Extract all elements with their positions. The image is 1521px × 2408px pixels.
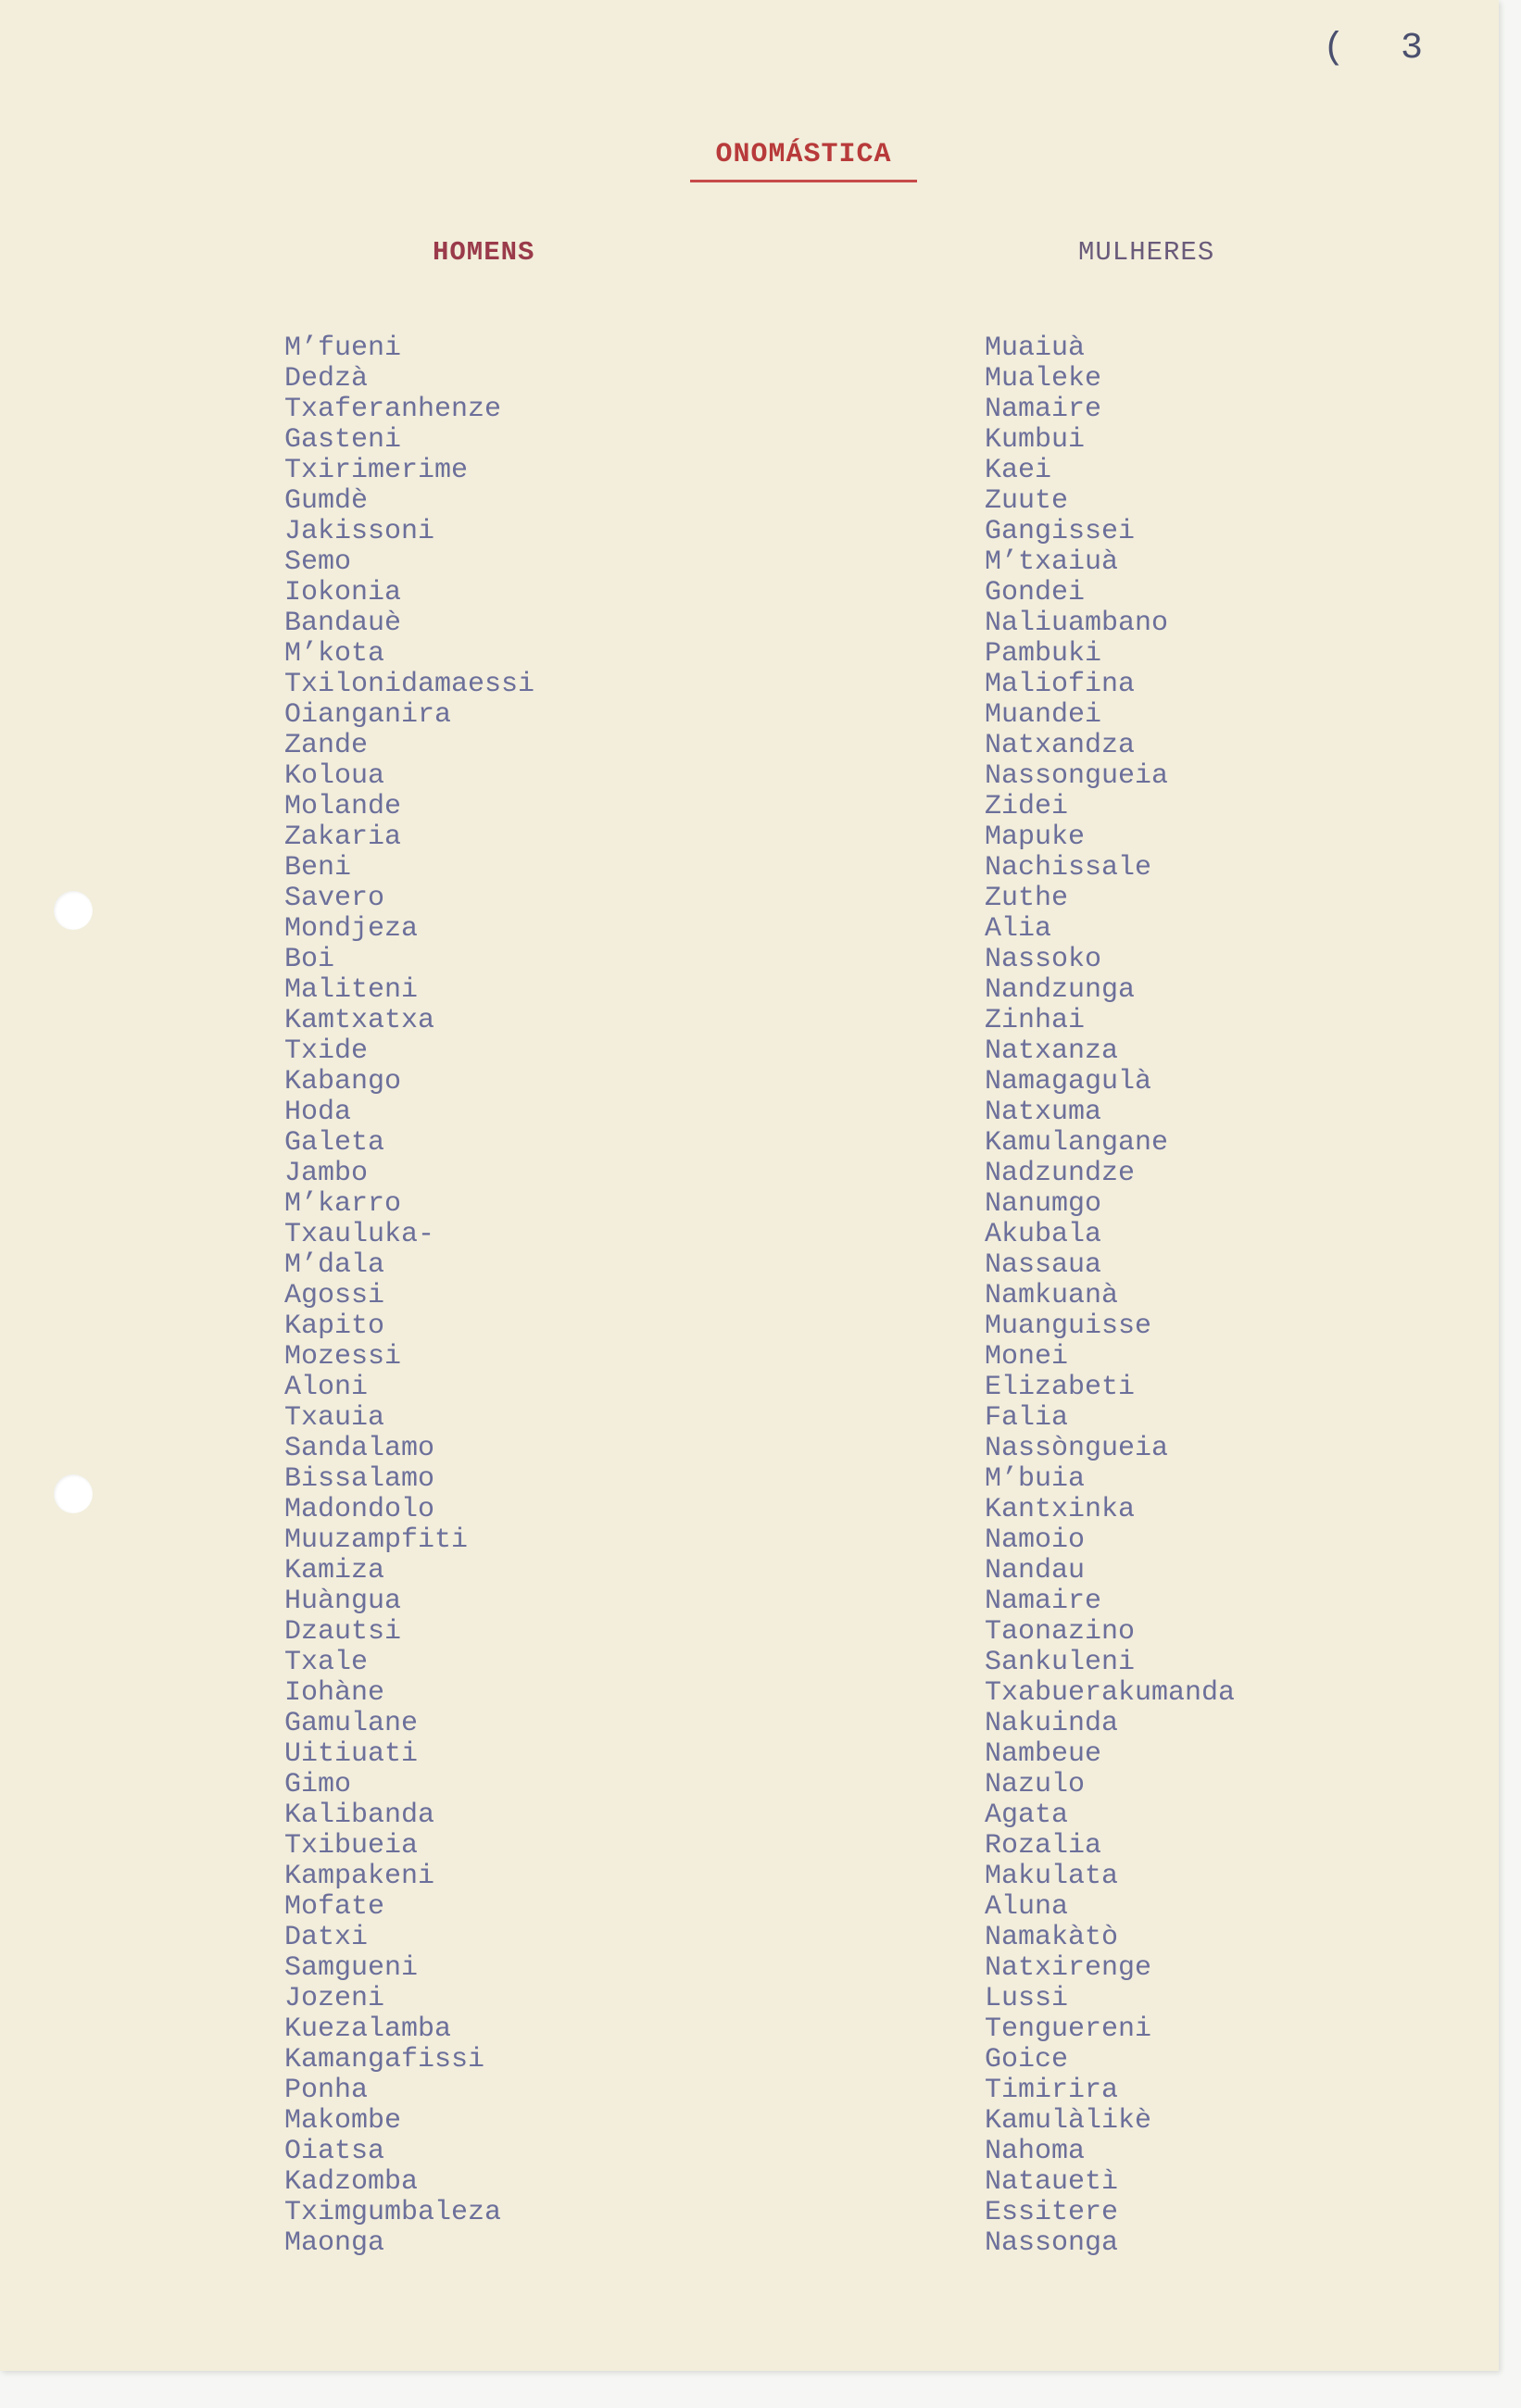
- men-name-item: Kamtxatxa: [284, 1005, 435, 1036]
- men-name-item: Jambo: [284, 1158, 369, 1189]
- men-name-item: Oiatsa: [284, 2136, 385, 2167]
- women-name-item: Sankuleni: [985, 1647, 1136, 1678]
- women-name-item: Namagagulà: [985, 1066, 1152, 1097]
- women-name-item: Muandei: [985, 699, 1102, 731]
- women-name-item: Tenguereni: [985, 2013, 1152, 2045]
- men-name-item: Iohàne: [284, 1677, 385, 1709]
- men-name-item: Semo: [284, 546, 352, 578]
- women-name-item: Muanguisse: [985, 1311, 1152, 1342]
- women-name-item: Txabuerakumanda: [985, 1677, 1236, 1709]
- women-name-item: Monei: [985, 1341, 1069, 1373]
- women-name-item: Nassongueia: [985, 760, 1169, 792]
- women-name-item: Natauetì: [985, 2166, 1119, 2198]
- women-column-heading: MULHERES: [1078, 237, 1215, 268]
- men-name-item: M’kota: [284, 638, 385, 670]
- men-name-item: Datxi: [284, 1922, 369, 1953]
- men-name-item: M’dala: [284, 1249, 385, 1281]
- men-name-item: M’karro: [284, 1188, 402, 1220]
- men-name-item: Dzautsi: [284, 1616, 402, 1648]
- women-name-item: Nadzundze: [985, 1158, 1136, 1189]
- women-name-item: Natxanza: [985, 1035, 1119, 1067]
- women-name-item: Nahoma: [985, 2136, 1086, 2167]
- women-name-item: Mualeke: [985, 363, 1102, 395]
- women-name-item: Kumbui: [985, 424, 1086, 456]
- men-name-item: Maonga: [284, 2227, 385, 2259]
- men-name-item: Mondjeza: [284, 913, 419, 945]
- women-name-item: Kantxinka: [985, 1494, 1136, 1525]
- women-name-item: Nandzunga: [985, 974, 1136, 1006]
- men-name-item: Agossi: [284, 1280, 385, 1311]
- men-name-item: Bissalamo: [284, 1463, 435, 1495]
- men-name-item: Savero: [284, 883, 385, 914]
- men-name-item: Galeta: [284, 1127, 385, 1159]
- women-name-item: Nandau: [985, 1555, 1086, 1587]
- men-name-item: Gamulane: [284, 1708, 419, 1739]
- women-name-item: Nanumgo: [985, 1188, 1102, 1220]
- men-name-list: [284, 333, 534, 2259]
- women-name-item: Kamulàlikè: [985, 2105, 1152, 2137]
- women-name-item: Namaire: [985, 394, 1102, 425]
- women-name-item: Maliofina: [985, 669, 1136, 700]
- women-name-item: Elizabeti: [985, 1372, 1136, 1403]
- men-name-item: Makombe: [284, 2105, 402, 2137]
- men-name-item: M’fueni: [284, 332, 402, 364]
- women-name-item: Taonazino: [985, 1616, 1136, 1648]
- women-name-item: Nambeue: [985, 1738, 1102, 1770]
- women-name-item: Nassaua: [985, 1249, 1102, 1281]
- men-name-item: Madondolo: [284, 1494, 435, 1525]
- women-name-item: Natxandza: [985, 730, 1136, 761]
- punch-hole: [54, 891, 93, 930]
- men-name-item: Kuezalamba: [284, 2013, 452, 2045]
- men-name-item: Dedzà: [284, 363, 369, 395]
- punch-hole: [54, 1474, 93, 1513]
- women-name-item: Namakàtò: [985, 1922, 1119, 1953]
- women-name-item: Zidei: [985, 791, 1069, 822]
- women-name-item: Rozalia: [985, 1830, 1102, 1862]
- men-name-item: Kadzomba: [284, 2166, 419, 2198]
- women-name-item: Namkuanà: [985, 1280, 1119, 1311]
- women-name-item: Aluna: [985, 1891, 1069, 1923]
- women-name-item: Zuthe: [985, 883, 1069, 914]
- men-name-item: Mozessi: [284, 1341, 402, 1373]
- women-name-item: M’txaiuà: [985, 546, 1119, 578]
- women-name-item: Nakuinda: [985, 1708, 1119, 1739]
- men-name-item: Muuzampfiti: [284, 1524, 469, 1556]
- men-name-item: Txaferanhenze: [284, 394, 502, 425]
- men-name-item: Maliteni: [284, 974, 419, 1006]
- women-name-item: Muaiuà: [985, 332, 1086, 364]
- men-name-item: Txibueia: [284, 1830, 419, 1862]
- men-name-item: Boi: [284, 944, 335, 975]
- title-underline: [690, 180, 917, 182]
- women-name-item: Gangissei: [985, 516, 1136, 547]
- men-name-item: Kampakeni: [284, 1861, 435, 1892]
- men-name-item: Iokonia: [284, 577, 402, 608]
- women-name-item: Kamulangane: [985, 1127, 1169, 1159]
- men-name-item: Txauia: [284, 1402, 385, 1434]
- women-name-item: Namaire: [985, 1586, 1102, 1617]
- men-name-item: Kapito: [284, 1311, 385, 1342]
- men-name-item: Zakaria: [284, 821, 402, 853]
- women-name-item: Namoio: [985, 1524, 1086, 1556]
- women-name-item: Goice: [985, 2044, 1069, 2076]
- women-name-item: Nassonga: [985, 2227, 1119, 2259]
- men-name-item: Molande: [284, 791, 402, 822]
- page-number: ( 3: [1323, 28, 1440, 69]
- women-name-item: Pambuki: [985, 638, 1102, 670]
- women-name-item: Gondei: [985, 577, 1086, 608]
- men-name-item: Aloni: [284, 1372, 369, 1403]
- men-name-item: Huàngua: [284, 1586, 402, 1617]
- women-name-item: Makulata: [985, 1861, 1119, 1892]
- women-name-item: Nassòngueia: [985, 1433, 1169, 1464]
- men-name-item: Ponha: [284, 2075, 369, 2106]
- men-column-heading: HOMENS: [433, 237, 535, 268]
- men-name-item: Gumdè: [284, 485, 369, 517]
- women-name-list: [985, 333, 1235, 2259]
- men-name-item: Mofate: [284, 1891, 385, 1923]
- women-name-item: Timirira: [985, 2075, 1119, 2106]
- women-name-item: Natxuma: [985, 1097, 1102, 1128]
- men-name-item: Txale: [284, 1647, 369, 1678]
- women-name-item: Nassoko: [985, 944, 1102, 975]
- women-name-item: Naliuambano: [985, 608, 1169, 639]
- men-name-item: Txilonidamaessi: [284, 669, 535, 700]
- men-name-item: Tximgumbaleza: [284, 2197, 502, 2228]
- women-name-item: Essitere: [985, 2197, 1119, 2228]
- women-name-item: Zinhai: [985, 1005, 1086, 1036]
- men-name-item: Kamangafissi: [284, 2044, 485, 2076]
- women-name-item: Alia: [985, 913, 1052, 945]
- men-name-item: Txirimerime: [284, 455, 469, 486]
- women-name-item: Nachissale: [985, 852, 1152, 884]
- men-name-item: Gasteni: [284, 424, 402, 456]
- men-name-item: Kalibanda: [284, 1800, 435, 1831]
- men-name-item: Bandauè: [284, 608, 402, 639]
- men-name-item: Txauluka-: [284, 1219, 435, 1250]
- women-name-item: Mapuke: [985, 821, 1086, 853]
- men-name-item: Samgueni: [284, 1952, 419, 1984]
- men-name-item: Kabango: [284, 1066, 402, 1097]
- men-name-item: Kamiza: [284, 1555, 385, 1587]
- men-name-item: Oianganira: [284, 699, 452, 731]
- women-name-item: Zuute: [985, 485, 1069, 517]
- women-name-item: Agata: [985, 1800, 1069, 1831]
- women-name-item: M’buia: [985, 1463, 1086, 1495]
- page-title: ONOMÁSTICA: [715, 139, 892, 170]
- men-name-item: Beni: [284, 852, 352, 884]
- women-name-item: Akubala: [985, 1219, 1102, 1250]
- men-name-item: Jakissoni: [284, 516, 435, 547]
- women-name-item: Kaei: [985, 455, 1052, 486]
- men-name-item: Jozeni: [284, 1983, 385, 2014]
- women-name-item: Nazulo: [985, 1769, 1086, 1800]
- women-name-item: Falia: [985, 1402, 1069, 1434]
- men-name-item: Uitiuati: [284, 1738, 419, 1770]
- men-name-item: Txide: [284, 1035, 369, 1067]
- men-name-item: Gimo: [284, 1769, 352, 1800]
- men-name-item: Koloua: [284, 760, 385, 792]
- women-name-item: Lussi: [985, 1983, 1069, 2014]
- women-name-item: Natxirenge: [985, 1952, 1152, 1984]
- men-name-item: Zande: [284, 730, 369, 761]
- men-name-item: Hoda: [284, 1097, 352, 1128]
- men-name-item: Sandalamo: [284, 1433, 435, 1464]
